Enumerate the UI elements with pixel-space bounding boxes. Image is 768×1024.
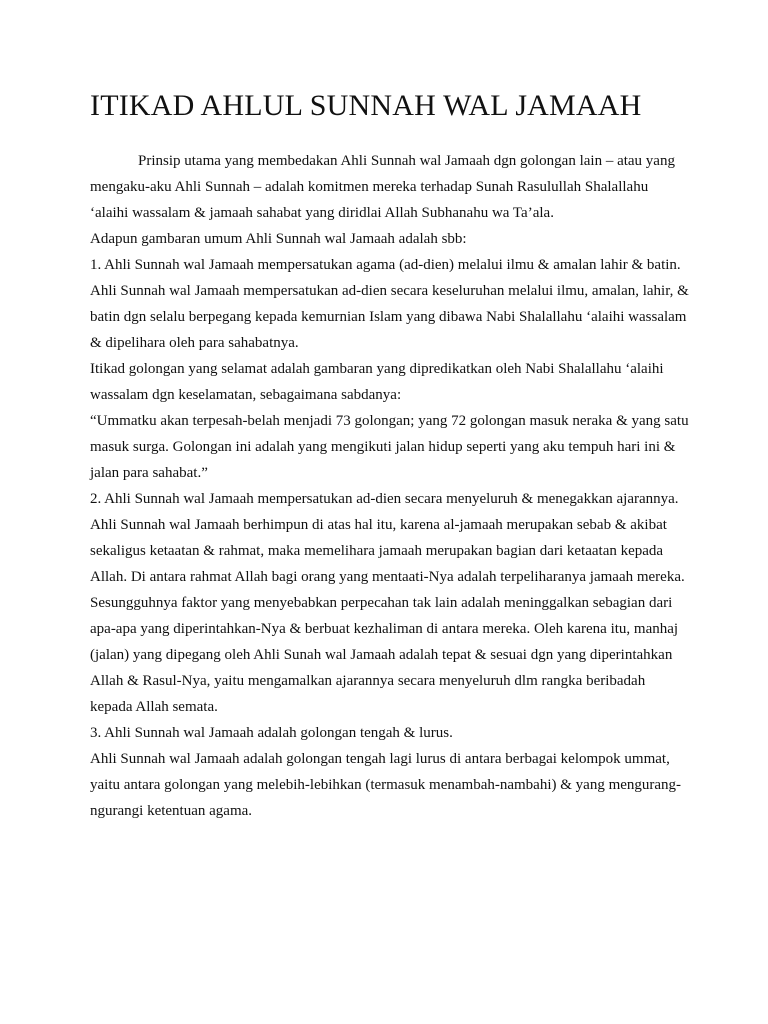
paragraph: Ahli Sunnah wal Jamaah berhimpun di atas hal itu, karena al-jamaah merupakan sebab & akibat sekaligus ketaatan & rahmat, maka memelihara jamaah merupakan bagian dari ketaatan kepada Allah. Di antara rahmat Allah bagi orang yang mentaati-Nya adalah terpeliharanya jamaah mereka. [90,517,685,585]
paragraph-quote: “Ummatku akan terpesah-belah menjadi 73 golongan; yang 72 golongan masuk neraka & yang satu masuk surga. Golongan ini adalah yang mengikuti jalan hidup seperti yang aku tempuh hari ini & jalan para sahabat.” [90,413,689,481]
paragraph: Ahli Sunnah wal Jamaah mempersatukan ad-dien secara keseluruhan melalui ilmu, amalan, lahir, & batin dgn selalu berpegang kepada kemurnian Islam yang dibawa Nabi Shalallahu ‘alaihi wassalam & dipelihara oleh para sahabatnya. [90,283,689,351]
document-body [90,148,690,824]
document-page [90,86,690,824]
paragraph: Itikad golongan yang selamat adalah gambaran yang dipredikatkan oleh Nabi Shalallahu ‘alaihi wassalam dgn keselamatan, sebagaimana sabdanya: [90,361,664,403]
paragraph: Adapun gambaran umum Ahli Sunnah wal Jamaah adalah sbb: [90,231,467,247]
paragraph-point-1: 1. Ahli Sunnah wal Jamaah mempersatukan agama (ad-dien) melalui ilmu & amalan lahir & batin. [90,257,681,273]
paragraph-intro: Prinsip utama yang membedakan Ahli Sunnah wal Jamaah dgn golongan lain – atau yang mengaku-aku Ahli Sunnah – adalah komitmen mereka terhadap Sunah Rasulullah Shalallahu ‘alaihi wassalam & jamaah sahabat yang diridlai Allah Subhanahu wa Ta’ala. [90,153,675,221]
paragraph: Ahli Sunnah wal Jamaah adalah golongan tengah lagi lurus di antara berbagai kelompok ummat, yaitu antara golongan yang melebih-lebihkan (termasuk menambah-nambahi) & yang mengurang-ngurangi ketentuan agama. [90,751,682,819]
paragraph: Sesungguhnya faktor yang menyebabkan perpecahan tak lain adalah meninggalkan sebagian dari apa-apa yang diperintahkan-Nya & berbuat kezhaliman di antara mereka. Oleh karena itu, manhaj (jalan) yang dipegang oleh Ahli Sunah wal Jamaah adalah tepat & sesuai dgn yang diperintahkan Allah & Rasul-Nya, yaitu mengamalkan ajarannya secara menyeluruh dlm rangka beribadah kepada Allah semata. [90,595,679,715]
document-title: ITIKAD AHLUL SUNNAH WAL JAMAAH [90,89,642,122]
paragraph-point-3: 3. Ahli Sunnah wal Jamaah adalah golongan tengah & lurus. [90,725,453,741]
paragraph-point-2: 2. Ahli Sunnah wal Jamaah mempersatukan ad-dien secara menyeluruh & menegakkan ajarannya. [90,491,679,507]
